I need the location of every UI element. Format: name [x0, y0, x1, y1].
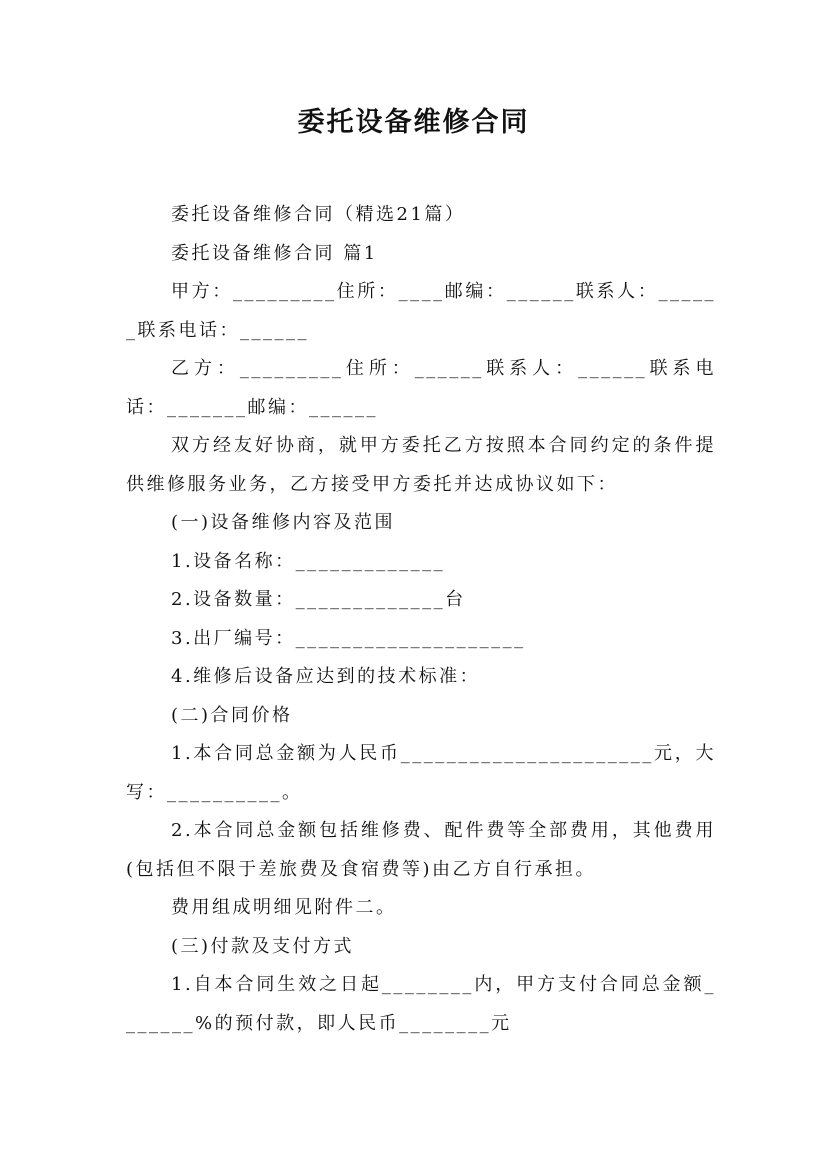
agreement-intro-paragraph: 双方经友好协商，就甲方委托乙方按照本合同约定的条件提供维修服务业务，乙方接受甲方委托并达成协议如下：: [126, 435, 716, 495]
clause-item: 2.设备数量：_____________台: [171, 589, 466, 610]
section-heading: 委托设备维修合同 篇1: [171, 242, 378, 264]
document-title: 委托设备维修合同: [297, 107, 530, 138]
clause-heading: (三)付款及支付方式: [171, 935, 355, 957]
clause-item: 3.出厂编号：____________________: [171, 627, 526, 649]
clause-item: 1.自本合同生效之日起________内，甲方支付合同总金额_______%的预付款，即人民币________元: [126, 974, 716, 1034]
clause-heading: (一)设备维修内容及范围: [171, 512, 396, 533]
clause-item: 费用组成明细见附件二。: [171, 897, 397, 918]
clause-item: 1.设备名称：_____________: [171, 550, 446, 572]
clause-item: 2.本合同总金额包括维修费、配件费等全部费用，其他费用(包括但不限于差旅费及食宿费等)由乙方自行承担。: [126, 820, 716, 880]
subtitle-paragraph: 委托设备维修合同（精选21篇）: [171, 204, 466, 225]
document-body: [126, 196, 716, 1043]
clause-heading: (二)合同价格: [171, 704, 293, 726]
clause-item: 4.维修后设备应达到的技术标准：: [171, 666, 481, 687]
party-b-paragraph: 乙方：_________住所：______联系人：______联系电话：_______邮编：______: [126, 358, 716, 418]
party-a-paragraph: 甲方：_________住所：____邮编：______联系人：______联系电话：______: [126, 281, 716, 341]
clause-item: 1.本合同总金额为人民币______________________元，大写：__________。: [126, 743, 716, 803]
